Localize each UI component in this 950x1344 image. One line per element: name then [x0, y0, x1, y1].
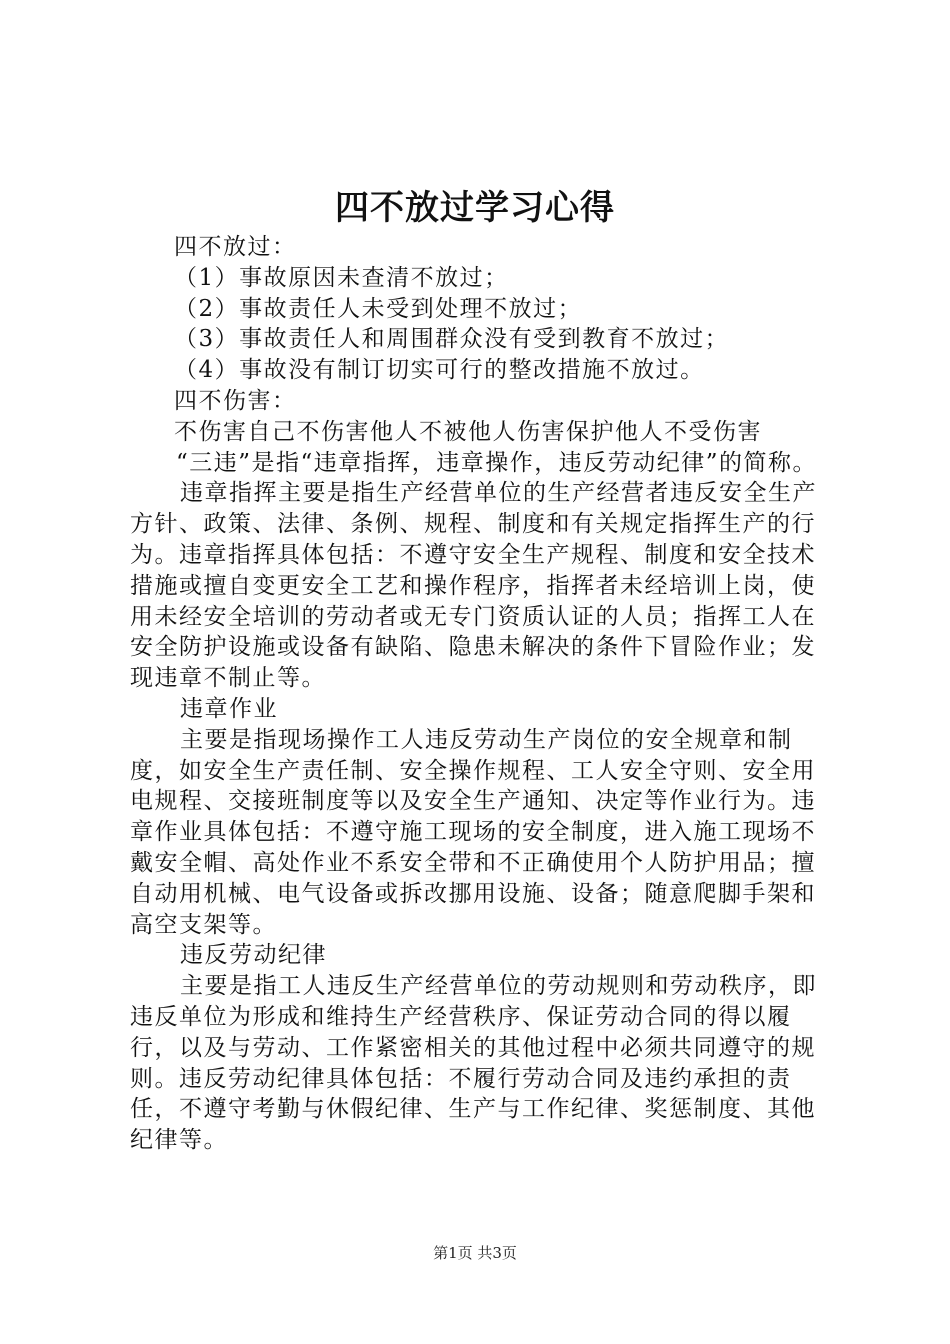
paragraph: 主要是指现场操作工人违反劳动生产岗位的安全规章和制度，如安全生产责任制、安全操作规程、工人安全守则、安全用电规程、交接班制度等以及安全生产通知、决定等作业行为。违章作业具体包括：不遵守施工现场的安全制度，进入施工现场不戴安全帽、高处作业不系安全带和不正确使用个人防护用品；擅自动用机械、电气设备或拆改挪用设施、设备；随意爬脚手架和高空支架等。 [130, 726, 816, 938]
paragraph: （2）事故责任人未受到处理不放过； [174, 295, 583, 322]
paragraph: “三违”是指“违章指挥，违章操作，违反劳动纪律”的简称。 [176, 449, 818, 476]
section-heading: 违反劳动纪律 [180, 942, 327, 969]
paragraph: （1）事故原因未查清不放过； [174, 264, 509, 291]
paragraph: 四不伤害： [174, 387, 297, 414]
paragraph: （4）事故没有制订切实可行的整改措施不放过。 [174, 357, 705, 384]
page-title: 四不放过学习心得 [335, 188, 615, 228]
paragraph: 主要是指工人违反生产经营单位的劳动规则和劳动秩序，即违反单位为形成和维持生产经营秩序、保证劳动合同的得以履行，以及与劳动、工作紧密相关的其他过程中必须共同遵守的规则。违反劳动纪律具体包括：不履行劳动合同及违约承担的责任，不遵守考勤与休假纪律、生产与工作纪律、奖惩制度、其他纪律等。 [130, 973, 817, 1154]
paragraph: 四不放过： [174, 234, 297, 260]
paragraph: 违章指挥主要是指生产经营单位的生产经营者违反安全生产方针、政策、法律、条例、规程、制度和有关规定指挥生产的行为。违章指挥具体包括：不遵守安全生产规程、制度和安全技术措施或擅自变更安全工艺和操作程序，指挥者未经培训上岗，使用未经安全培训的劳动者或无专门资质认证的人员；指挥工人在安全防护设施或设备有缺陷、隐患未解决的条件下冒险作业；发现违章不制止等。 [130, 480, 817, 692]
section-heading: 违章作业 [180, 695, 278, 722]
paragraph: 不伤害自己不伤害他人不被他人伤害保护他人不受伤害 [174, 418, 762, 445]
page-footer: 第1页 共3页 [433, 1244, 517, 1262]
paragraph: （3）事故责任人和周围群众没有受到教育不放过； [174, 326, 730, 353]
document-body [130, 232, 838, 1156]
